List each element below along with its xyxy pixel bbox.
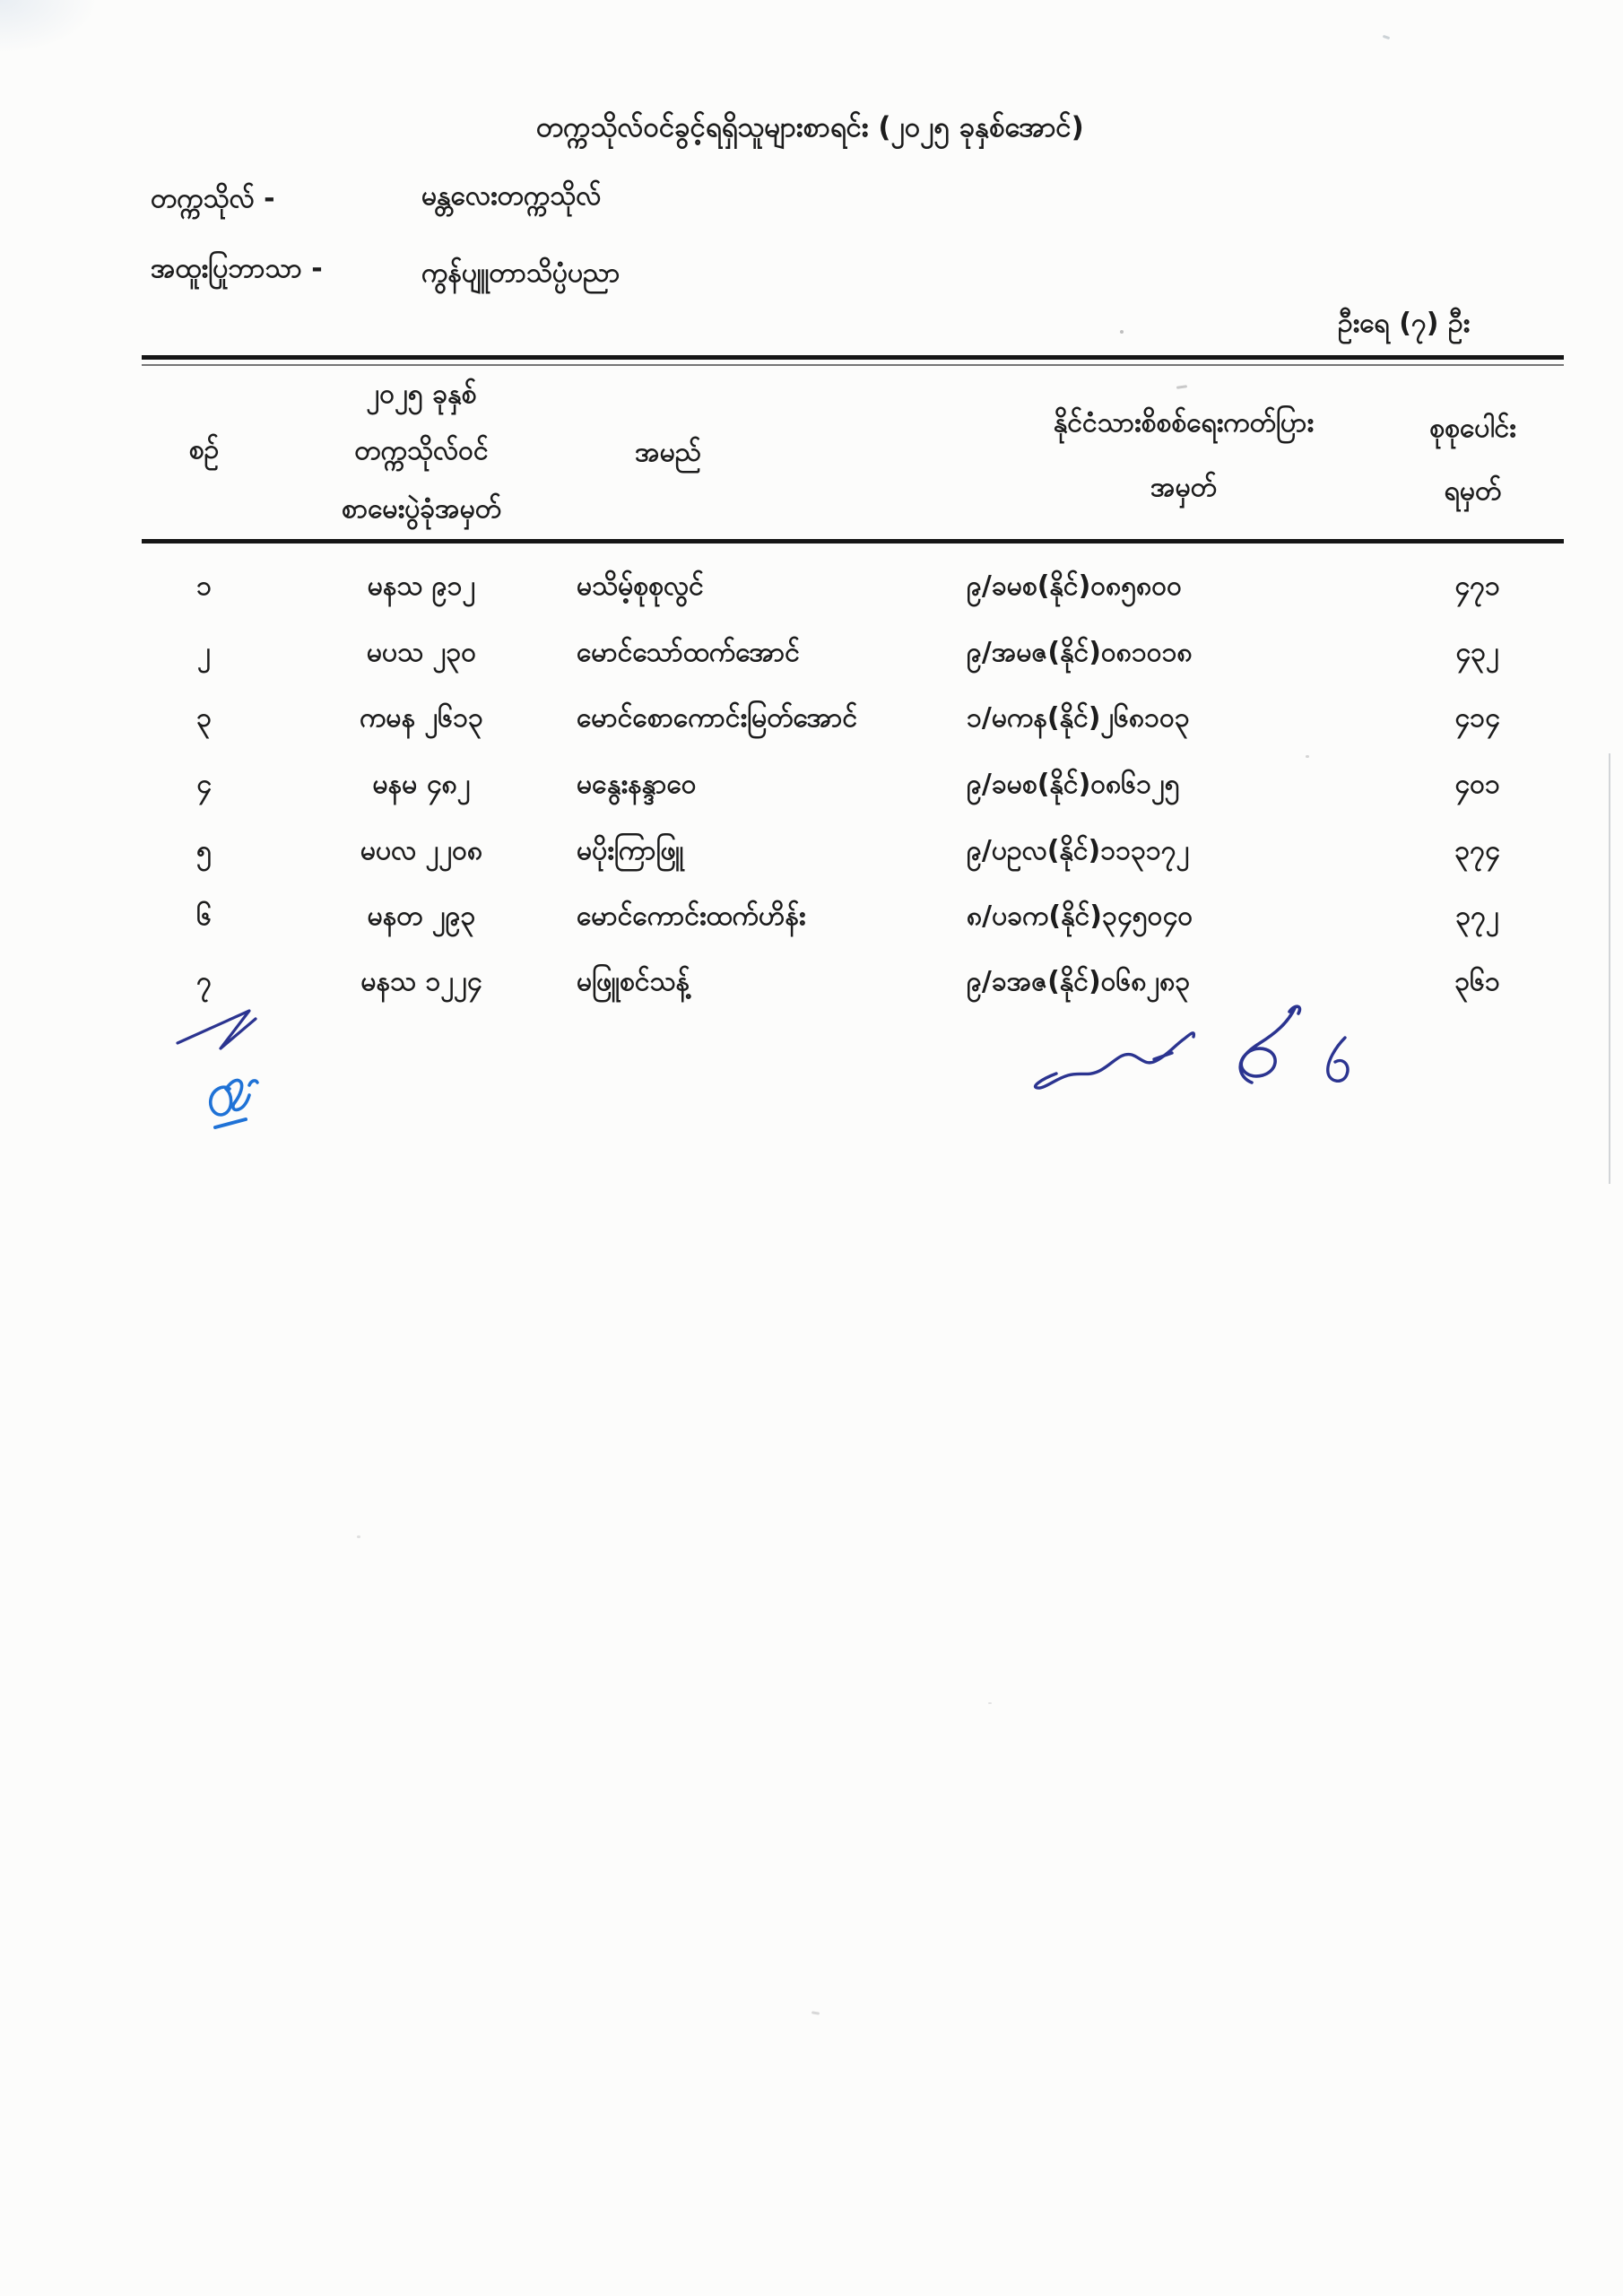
row-serial: ၂ bbox=[197, 637, 211, 668]
table-row bbox=[0, 899, 1623, 954]
table-header-rule bbox=[142, 539, 1564, 544]
row-roll-number: မနသ ၁၂၂၄ bbox=[360, 966, 482, 997]
table-row bbox=[0, 964, 1623, 1020]
row-total-marks: ၄၇၁ bbox=[1454, 570, 1500, 602]
scan-speck bbox=[1383, 35, 1391, 39]
row-nrc-number: ၉/ပဥလ(နိုင်)၁၁၃၁၇၂ bbox=[967, 835, 1190, 866]
table-row bbox=[0, 569, 1623, 624]
row-total-marks: ၃၆၁ bbox=[1454, 966, 1500, 997]
row-name: မသိမ့်စုစုလွင် bbox=[577, 570, 704, 602]
major-field-label: အထူးပြုဘာသာ - bbox=[151, 253, 323, 284]
signature-wave bbox=[1036, 1033, 1194, 1088]
row-name: မောင်ကောင်းထက်ဟိန်း bbox=[577, 900, 806, 932]
table-row bbox=[0, 833, 1623, 889]
row-roll-number: မနမ ၄၈၂ bbox=[372, 769, 471, 800]
table-top-rule-secondary bbox=[142, 364, 1564, 366]
col-header-name: အမည် bbox=[635, 437, 701, 468]
row-roll-number: မနတ ၂၉၃ bbox=[367, 900, 476, 932]
row-nrc-number: ၈/ပခက(နိုင်)၃၄၅၀၄၀ bbox=[967, 900, 1193, 932]
row-total-marks: ၄၁၄ bbox=[1454, 702, 1500, 734]
row-serial: ၄ bbox=[196, 769, 212, 800]
row-serial: ၃ bbox=[196, 702, 212, 734]
row-total-marks: ၄၃၂ bbox=[1455, 637, 1499, 668]
col-header-total-line1: စုစုပေါင်း bbox=[1429, 413, 1516, 444]
row-serial: ၁ bbox=[196, 570, 212, 602]
pen-initial-underline bbox=[215, 1119, 246, 1127]
table-row bbox=[0, 700, 1623, 756]
table-row bbox=[0, 635, 1623, 691]
row-name: မောင်စောကောင်းမြတ်အောင် bbox=[577, 702, 858, 734]
col-header-nrc-line1: နိုင်ငံသားစိစစ်ရေးကတ်ပြား bbox=[1053, 407, 1315, 439]
scan-corner-shadow bbox=[0, 0, 99, 54]
row-roll-number: မပသ ၂၃၀ bbox=[366, 637, 477, 668]
scan-speck bbox=[812, 2011, 820, 2015]
col-header-serial: စဉ် bbox=[188, 434, 220, 465]
major-field-value: ကွန်ပျူတာသိပ္ပံပညာ bbox=[421, 257, 621, 289]
scan-speck bbox=[1176, 385, 1187, 389]
signature-dash bbox=[1154, 1053, 1172, 1059]
col-header-roll-line2: တက္ကသိုလ်ဝင် bbox=[354, 435, 489, 466]
row-serial: ၅ bbox=[196, 835, 212, 866]
col-header-roll-line3: စာမေးပွဲခုံအမှတ် bbox=[341, 493, 502, 525]
scan-speck bbox=[1120, 330, 1124, 334]
col-header-nrc-line2: အမှတ် bbox=[1150, 472, 1217, 503]
row-serial: ၇ bbox=[196, 966, 212, 997]
row-total-marks: ၃၇၂ bbox=[1455, 900, 1499, 932]
scan-speck bbox=[357, 1535, 360, 1538]
head-count-note: ဦးရေ (၇) ဦး bbox=[1338, 308, 1471, 339]
row-total-marks: ၄၀၁ bbox=[1454, 769, 1500, 800]
row-name: မနွေးနန္ဒာဝေ bbox=[577, 769, 697, 800]
university-field-label: တက္ကသိုလ် - bbox=[151, 183, 275, 214]
row-nrc-number: ၉/ခအဇ(နိုင်)၀၆၈၂၈၃ bbox=[967, 966, 1191, 997]
signature-small-loop bbox=[1328, 1038, 1348, 1081]
row-nrc-number: ၁/မကန(နိုင်)၂၆၈၁၀၃ bbox=[967, 702, 1190, 734]
row-name: မဖြူစင်သန့် bbox=[577, 966, 690, 997]
row-nrc-number: ၉/ခမစ(နိုင်)၀၈၅၈၀၀ bbox=[967, 570, 1183, 602]
table-top-rule bbox=[142, 355, 1564, 360]
row-total-marks: ၃၇၄ bbox=[1454, 835, 1500, 866]
row-name: မပိုးကြာဖြူ bbox=[577, 835, 684, 866]
row-roll-number: မပလ ၂၂၀၈ bbox=[360, 835, 483, 866]
row-nrc-number: ၉/အမဇ(နိုင်)၀၈၁၀၁၈ bbox=[967, 637, 1193, 668]
row-name: မောင်သော်ထက်အောင် bbox=[577, 637, 800, 668]
university-field-value: မန္တလေးတက္ကသိုလ် bbox=[421, 180, 602, 212]
page-title: တက္ကသိုလ်ဝင်ခွင့်ရရှိသူများစာရင်း (၂၀၂၅ ခုနှစ်အောင်) bbox=[536, 111, 1084, 144]
row-roll-number: မနသ ၉၁၂ bbox=[367, 570, 476, 602]
col-header-total-line2: ရမှတ် bbox=[1444, 475, 1502, 507]
row-roll-number: ကမန ၂၆၁၃ bbox=[360, 702, 483, 734]
row-serial: ၆ bbox=[196, 900, 212, 932]
scan-speck bbox=[1306, 755, 1309, 758]
pen-initial-mark bbox=[211, 1080, 257, 1114]
col-header-roll-line1: ၂၀၂၅ ခုနှစ် bbox=[366, 378, 477, 410]
scan-edge-line bbox=[1609, 753, 1610, 1184]
table-row bbox=[0, 767, 1623, 822]
scan-speck bbox=[988, 1702, 992, 1704]
row-nrc-number: ၉/ခမစ(နိုင်)၀၈၆၁၂၅ bbox=[967, 769, 1180, 800]
